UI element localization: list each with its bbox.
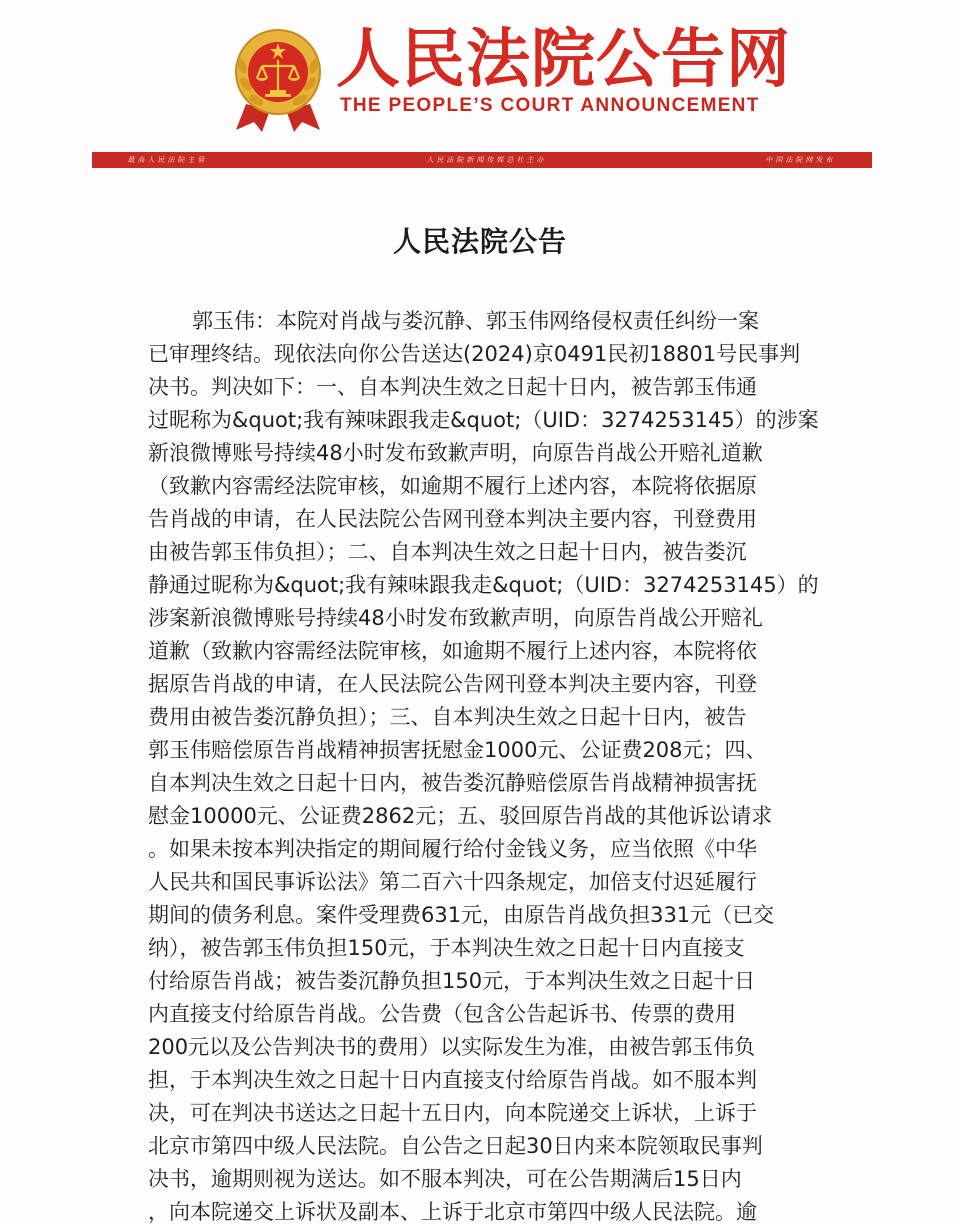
body-line: 由被告郭玉伟负担）；二、自本判决生效之日起十日内，被告娄沉	[148, 540, 747, 564]
article-body	[148, 305, 838, 1224]
header-band	[92, 152, 872, 168]
body-line: 付给原告肖战；被告娄沉静负担150元，于本判决生效之日起十日	[148, 969, 756, 993]
body-line: 纳），被告郭玉伟负担150元，于本判决生效之日起十日内直接支	[148, 936, 745, 960]
body-line: 静通过昵称为&quot;我有辣味跟我走&quot;（UID：3274253145）的	[148, 573, 819, 597]
body-line: 决书。判决如下：一、自本判决生效之日起十日内，被告郭玉伟通	[148, 375, 757, 399]
masthead	[0, 0, 960, 164]
body-line: 人民共和国民事诉讼法》第二百六十四条规定，加倍支付迟延履行	[148, 870, 757, 894]
body-line: 新浪微博账号持续48小时发布致歉声明，向原告肖战公开赔礼道歉	[148, 441, 763, 465]
body-line: 告肖战的申请，在人民法院公告网刊登本判决主要内容，刊登费用	[148, 507, 757, 531]
body-line: 郭玉伟：本院对肖战与娄沉静、郭玉伟网络侵权责任纠纷一案	[192, 309, 759, 333]
body-line: 过昵称为&quot;我有辣味跟我走&quot;（UID：3274253145）的涉案	[148, 408, 819, 432]
body-line: 慰金10000元、公证费2862元；五、驳回原告肖战的其他诉讼请求	[148, 804, 773, 828]
body-line: 期间的债务利息。案件受理费631元，由原告肖战负担331元（已交	[148, 903, 775, 927]
body-line: 担，于本判决生效之日起十日内直接支付给原告肖战。如不服本判	[148, 1068, 757, 1092]
band-text-publisher: 中国法院网发布	[765, 156, 837, 164]
body-line: 自本判决生效之日起十日内，被告娄沉静赔偿原告肖战精神损害抚	[148, 771, 757, 795]
body-line: 已审理终结。现依法向你公告送达(2024)京0491民初18801号民事判	[148, 342, 801, 366]
body-line: 郭玉伟赔偿原告肖战精神损害抚慰金1000元、公证费208元；四、	[148, 738, 767, 762]
body-line: 道歉（致歉内容需经法院审核，如逾期不履行上述内容，本院将依	[148, 639, 757, 663]
site-name: 人民法院公告网	[336, 23, 791, 97]
body-line: 内直接支付给原告肖战。公告费（包含公告起诉书、传票的费用	[148, 1002, 736, 1026]
site-name-en: THE PEOPLE’S COURT ANNOUNCEMENT	[340, 95, 760, 116]
court-emblem-icon	[232, 26, 324, 134]
article-title: 人民法院公告	[392, 225, 567, 258]
body-line: 费用由被告娄沉静负担）；三、自本判决生效之日起十日内，被告	[148, 705, 747, 729]
body-line: 决书，逾期则视为送达。如不服本判决，可在公告期满后15日内	[148, 1167, 742, 1191]
body-line: 涉案新浪微博账号持续48小时发布致歉声明，向原告肖战公开赔礼	[148, 606, 763, 630]
band-text-organizer: 人民法院新闻传媒总社主办	[426, 156, 548, 164]
body-line: （致歉内容需经法院审核，如逾期不履行上述内容，本院将依据原	[148, 474, 757, 498]
body-line: 。如果未按本判决指定的期间履行给付金钱义务，应当依照《中华	[148, 837, 757, 861]
body-line: 据原告肖战的申请，在人民法院公告网刊登本判决主要内容，刊登	[148, 672, 757, 696]
body-line: 200元以及公告判决书的费用）以实际发生为准，由被告郭玉伟负	[148, 1035, 756, 1059]
body-line: 北京市第四中级人民法院。自公告之日起30日内来本院领取民事判	[148, 1134, 763, 1158]
body-line: 决，可在判决书送达之日起十五日内，向本院递交上诉状，上诉于	[148, 1101, 757, 1125]
band-text-sponsor: 最高人民法院主管	[127, 156, 209, 164]
body-line: ，向本院递交上诉状及副本、上诉于北京市第四中级人民法院。逾	[148, 1200, 757, 1224]
